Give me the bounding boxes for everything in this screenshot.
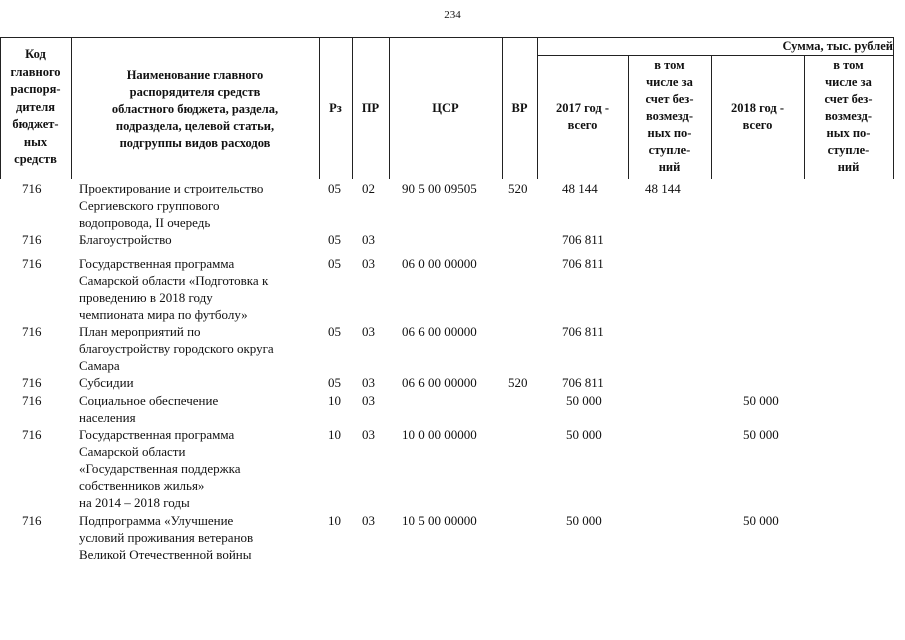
cell-csr: 06 6 00 00000	[402, 375, 477, 390]
cell-rz: 05	[328, 181, 341, 196]
cell-kod: 716	[22, 375, 42, 390]
cell-name: Социальное обеспечение населения	[79, 393, 219, 425]
cell-2018: 50 000	[743, 513, 779, 528]
cell-2017: 48 144	[562, 181, 598, 196]
cell-csr: 10 5 00 00000	[402, 513, 477, 528]
cell-2018: 50 000	[743, 427, 779, 442]
cell-2017: 706 811	[562, 256, 604, 271]
cell-rz: 05	[328, 256, 341, 271]
cell-rz: 05	[328, 324, 341, 339]
cell-2017: 50 000	[566, 513, 602, 528]
header-2017: 2017 год - всего	[556, 101, 609, 132]
header-name: Наименование главного распорядителя средств областного бюджета, раздела, подраздела, целевой статьи, подгруппы видов расходов	[111, 68, 279, 150]
cell-name: Субсидии	[79, 375, 134, 390]
cell-kod: 716	[22, 324, 42, 339]
cell-name: Проектирование и строительство Сергиевского группового водопровода, II очередь	[79, 181, 264, 230]
cell-csr: 06 0 00 00000	[402, 256, 477, 271]
cell-2017: 50 000	[566, 427, 602, 442]
cell-kod: 716	[22, 513, 42, 528]
cell-pr: 03	[362, 513, 375, 528]
cell-rz: 10	[328, 513, 341, 528]
cell-kod: 716	[22, 181, 42, 196]
header-summa: Сумма, тыс. рублей	[782, 39, 893, 53]
cell-kod: 716	[22, 393, 42, 408]
cell-pr: 03	[362, 256, 375, 271]
cell-name: Подпрограмма «Улучшение условий проживания ветеранов Великой Отечественной войны	[79, 513, 254, 562]
cell-2017: 706 811	[562, 324, 604, 339]
header-pr: ПР	[361, 101, 380, 115]
cell-pr: 02	[362, 181, 375, 196]
cell-rz: 05	[328, 232, 341, 247]
page-number: 234	[444, 9, 461, 21]
header-kod: Код главного распоря- дителя бюджет- ных средств	[10, 47, 61, 166]
cell-rz: 10	[328, 427, 341, 442]
cell-name: Благоустройство	[79, 232, 172, 247]
cell-name: Государственная программа Самарской области «Государственная поддержка собственников жилья» на 2014 – 2018 годы	[79, 427, 241, 510]
header-rz: Рз	[329, 101, 342, 115]
cell-name: Государственная программа Самарской области «Подготовка к проведению в 2018 году чемпионата мира по футболу»	[79, 256, 269, 322]
cell-vr: 520	[508, 181, 528, 196]
cell-2018: 50 000	[743, 393, 779, 408]
cell-vr: 520	[508, 375, 528, 390]
header-csr: ЦСР	[432, 101, 459, 115]
cell-rz: 10	[328, 393, 341, 408]
cell-pr: 03	[362, 232, 375, 247]
cell-name: План мероприятий по благоустройству городского округа Самара	[79, 324, 274, 373]
header-incl-2017: в том числе за счет без- возмезд- ных по- ступле- ний	[645, 58, 694, 174]
cell-incl-2017: 48 144	[645, 181, 681, 196]
header-incl-2018: в том числе за счет без- возмезд- ных по- ступле- ний	[824, 58, 873, 174]
header-vr: ВР	[511, 101, 528, 115]
cell-2017: 706 811	[562, 375, 604, 390]
cell-csr: 10 0 00 00000	[402, 427, 477, 442]
cell-csr: 06 6 00 00000	[402, 324, 477, 339]
cell-pr: 03	[362, 427, 375, 442]
cell-2017: 706 811	[562, 232, 604, 247]
cell-kod: 716	[22, 256, 42, 271]
cell-pr: 03	[362, 324, 375, 339]
cell-pr: 03	[362, 375, 375, 390]
cell-rz: 05	[328, 375, 341, 390]
cell-kod: 716	[22, 232, 42, 247]
cell-2017: 50 000	[566, 393, 602, 408]
header-2018: 2018 год - всего	[731, 101, 784, 132]
cell-csr: 90 5 00 09505	[402, 181, 477, 196]
cell-kod: 716	[22, 427, 42, 442]
cell-pr: 03	[362, 393, 375, 408]
